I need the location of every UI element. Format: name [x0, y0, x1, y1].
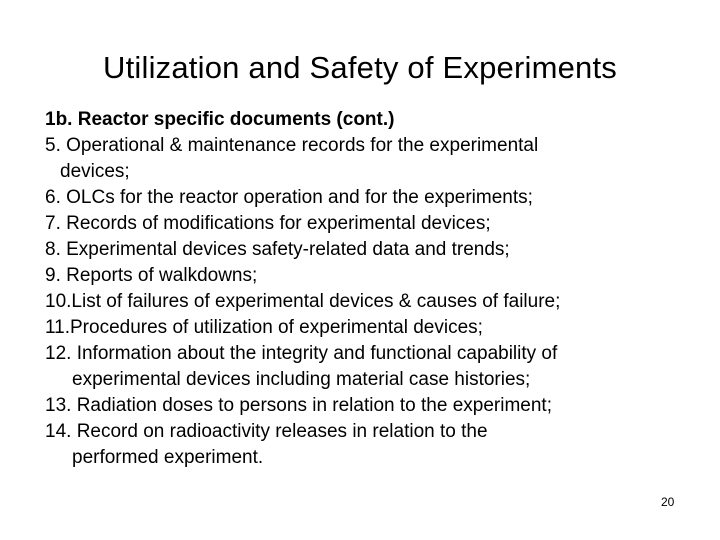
- list-item-5-continued: devices;: [60, 161, 130, 182]
- slide-body: [45, 107, 705, 471]
- list-item-9: 9. Reports of walkdowns;: [45, 265, 258, 286]
- slide-title: Utilization and Safety of Experiments: [103, 50, 617, 85]
- list-item-12: 12. Information about the integrity and functional capability of: [45, 343, 558, 364]
- page-number: 20: [661, 495, 675, 509]
- list-item-8: 8. Experimental devices safety-related data and trends;: [45, 239, 510, 260]
- list-item-12-continued: experimental devices including material case histories;: [72, 369, 531, 390]
- list-item-10: 10.List of failures of experimental devices & causes of failure;: [45, 291, 561, 312]
- list-item-7: 7. Records of modifications for experimental devices;: [45, 213, 491, 234]
- list-item-13: 13. Radiation doses to persons in relation to the experiment;: [45, 395, 552, 416]
- list-item-14-continued: performed experiment.: [72, 447, 264, 468]
- list-item-11: 11.Procedures of utilization of experimental devices;: [45, 317, 483, 338]
- section-heading: 1b. Reactor specific documents (cont.): [45, 109, 395, 130]
- list-item-14: 14. Record on radioactivity releases in relation to the: [45, 421, 488, 442]
- list-item-5: 5. Operational & maintenance records for the experimental: [45, 135, 539, 156]
- list-item-6: 6. OLCs for the reactor operation and for the experiments;: [45, 187, 533, 208]
